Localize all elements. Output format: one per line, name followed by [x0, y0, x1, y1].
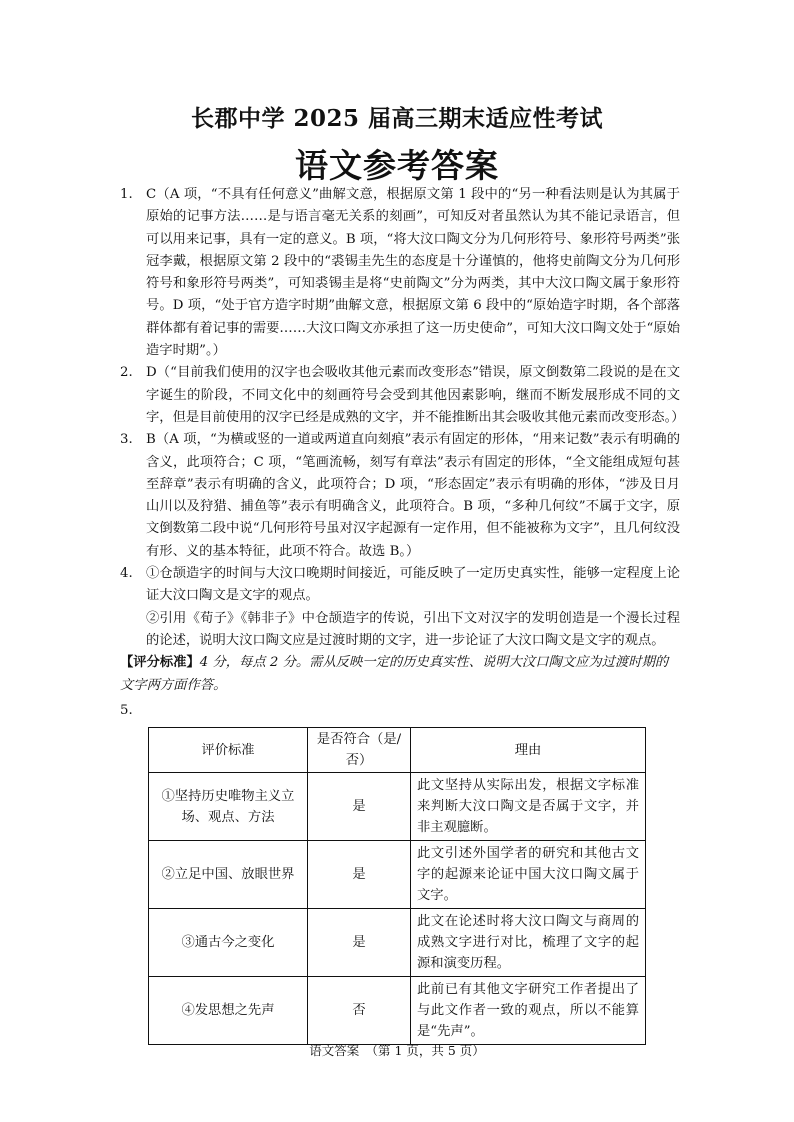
- reason-cell: 此文引述外国学者的研究和其他古文字的起源来论证中国大汶口陶文属于文字。: [411, 841, 646, 909]
- exam-title: 长郡中学 2025 届高三期末适应性考试: [190, 105, 604, 132]
- question-5-number: 5.: [120, 702, 133, 718]
- answers-section: [120, 184, 685, 722]
- reason-cell: 此文在论述时将大汶口陶文与商周的成熟文字进行对比，梳理了文字的起源和演变历程。: [411, 909, 646, 977]
- question-number: 1.: [120, 187, 133, 202]
- answer-text: B（A 项，“为横或竖的一道或两道直向刻痕”表示有固定的形体，“用来记数”表示有明确的含义，此项符合；C 项，“笔画流畅，刻写有章法”表示有固定的形体，“全文能组成短句甚至辞章”表示有明确的含义，此项符合；D 项，“形态固定”表示有明确的形体，“涉及日月山川以及狩猎、捕鱼等”表示有明确含义，此项符合。B 项，“多种几何纹”不属于文字，原文倒数第二段中说“几何形符号虽对汉字起源有一定作用，但不能被称为文字”，且几何纹没有形、义的基本特征，此项不符合。故选 B。）: [146, 432, 680, 559]
- answer-point-2: ②引用《荀子》《韩非子》中仓颉造字的传说，引出下文对汉字的发明创造是一个漫长过程的论述，说明大汶口陶文应是过渡时期的文字，进一步论证了大汶口陶文是文字的观点。: [146, 610, 680, 648]
- criterion-cell: ④发思想之先声: [149, 977, 308, 1045]
- answer-item-3: [120, 429, 680, 563]
- conformity-cell: 是: [308, 909, 411, 977]
- conformity-cell: 是: [308, 773, 411, 841]
- header-text: 是否符合（是/否）: [316, 732, 402, 768]
- conformity-cell: 否: [308, 977, 411, 1045]
- table-row: [149, 909, 646, 977]
- table-row: [149, 841, 646, 909]
- table-header-row: [149, 728, 646, 773]
- criterion-cell: ②立足中国、放眼世界: [149, 841, 308, 909]
- scoring-label: 【评分标准】: [120, 655, 200, 671]
- conformity-cell: 是: [308, 841, 411, 909]
- answer-item-4: [120, 563, 680, 652]
- evaluation-table: [148, 727, 646, 1045]
- table-header-cell: 理由: [411, 728, 646, 773]
- table-header-cell: [308, 728, 411, 773]
- criterion-cell: ①坚持历史唯物主义立场、观点、方法: [149, 773, 308, 841]
- answer-text: C（A 项，“不具有任何意义”曲解文意，根据原文第 1 段中的“另一种看法则是认为其属于原始的记事方法……是与语言毫无关系的刻画”，可知反对者虽然认为其不能记录语言，但可以用来记事，具有一定的意义。B 项，“将大汶口陶文分为几何形符号、象形符号两类”张冠李戴，根据原文第 2 段中的“裘锡圭先生的态度是十分谨慎的，他将史前陶文分为几何形符号和象形符号两类”，可知裘锡圭是将“史前陶文”分为两类，其中大汶口陶文属于象形符号。D 项，“处于官方造字时期”曲解文意，根据原文第 6 段中的“原始造字时期，各个部落群体都有着记事的需要……大汶口陶文亦承担了这一历史使命”，可知大汶口陶文处于“原始造字时期”。）: [146, 187, 680, 359]
- answer-item-2: [120, 362, 685, 429]
- question-number: 2.: [120, 365, 133, 381]
- reason-cell: 此文坚持从实际出发，根据文字标准来判断大汶口陶文是否属于文字，并非主观臆断。: [411, 773, 646, 841]
- question-number: 3.: [120, 432, 133, 448]
- answer-point-1: ①仓颉造字的时间与大汶口晚期时间接近，可能反映了一定历史真实性，能够一定程度上论证大汶口陶文是文字的观点。: [146, 566, 680, 604]
- document-title: 语文参考答案: [295, 146, 499, 185]
- scoring-criteria: [120, 652, 680, 697]
- scoring-text: 4 分，每点 2 分。需从反映一定的历史真实性、说明大汶口陶文应为过渡时期的文字两方面作答。: [120, 655, 669, 693]
- reason-cell: 此前已有其他文字研究工作者提出了与此文作者一致的观点，所以不能算是“先声”。: [411, 977, 646, 1045]
- table-header-cell: 评价标准: [149, 728, 308, 773]
- table-row: [149, 977, 646, 1045]
- answer-text: D（“目前我们使用的汉字也会吸收其他元素而改变形态”错误，原文倒数第二段说的是在文字诞生的阶段，不同文化中的刻画符号会受到其他因素影响，继而不断发展形成不同的文字，但是目前使用的汉字已经是成熟的文字，并不能推断出其会吸收其他元素而改变形态。）: [146, 365, 685, 425]
- answer-item-1: [120, 184, 680, 362]
- page-footer: 语文答案 （第 1 页，共 5 页）: [309, 1043, 485, 1058]
- question-number: 4.: [120, 566, 133, 582]
- table-row: [149, 773, 646, 841]
- criterion-cell: ③通古今之变化: [149, 909, 308, 977]
